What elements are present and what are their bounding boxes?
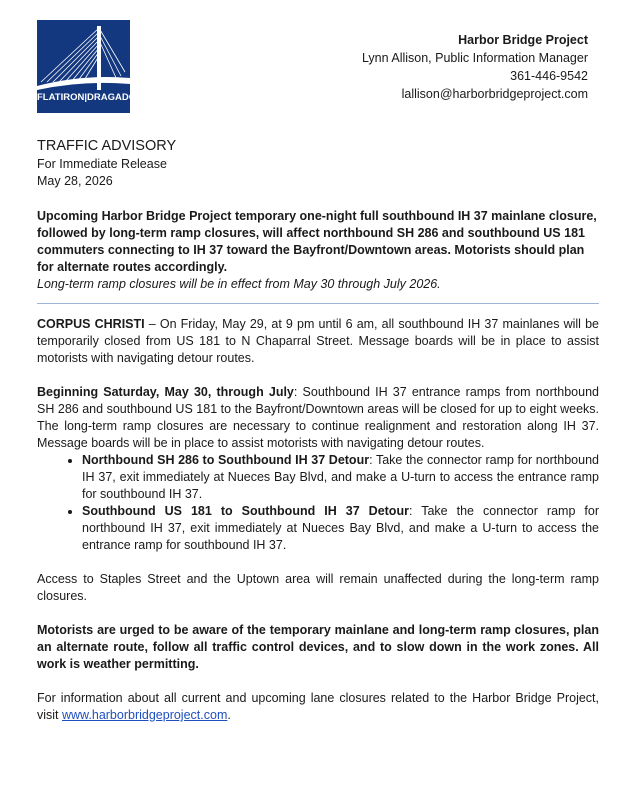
paragraph-3: Access to Staples Street and the Uptown area will remain unaffected during the long-term ramp closures. (37, 572, 599, 603)
paragraph-5 (37, 690, 599, 724)
detour-title: Southbound US 181 to Southbound IH 37 Detour (82, 504, 409, 518)
list-item (82, 452, 599, 503)
advisory-title: TRAFFIC ADVISORY (37, 138, 177, 154)
summary-bold: Upcoming Harbor Bridge Project temporary one-night full southbound IH 37 mainlane closure, followed by long-term ramp closures, will affect northbound SH 286 and southbound US 181 commuters connecting to IH 37 toward the Bayfront/Downtown areas. Motorists should plan for alternate routes accordingly. (37, 209, 597, 274)
paragraph-1-text: – On Friday, May 29, at 9 pm until 6 am, all southbound IH 37 mainlanes will be temporarily closed from US 181 to N Chaparral Street. Message boards will be in place to assist motorists with navigating detour routes. (37, 317, 599, 365)
dateline: CORPUS CHRISTI (37, 317, 145, 331)
contact-phone: 361-446-9542 (510, 69, 588, 83)
advisory-header (37, 136, 176, 190)
release-date: May 28, 2026 (37, 174, 113, 188)
website-link[interactable]: www.harborbridgeproject.com (62, 708, 228, 722)
divider (37, 303, 599, 304)
paragraph-4-text: Motorists are urged to be aware of the temporary mainlane and long-term ramp closures, plan an alternate route, follow all traffic control devices, and to slow down in the work zones. All work is weather permitting. (37, 623, 599, 671)
paragraph-5-end: . (227, 708, 231, 722)
release-line: For Immediate Release (37, 157, 167, 171)
paragraph-1 (37, 316, 599, 367)
paragraph-2 (37, 384, 599, 452)
paragraph-4 (37, 622, 599, 673)
detour-list (37, 452, 599, 554)
detour-title: Northbound SH 286 to Southbound IH 37 Detour (82, 453, 370, 467)
list-item (82, 503, 599, 554)
paragraph-5-text: For information about all current and upcoming lane closures related to the Harbor Bridge Project, visit (37, 691, 599, 722)
contact-email[interactable]: lallison@harborbridgeproject.com (401, 87, 588, 101)
detour-text: : Take the connector ramp for northbound IH 37, exit immediately at Nueces Bay Blvd, and make a U-turn to access the entrance ramp for southbound IH 37. (82, 504, 599, 552)
paragraph-2-text: : Southbound IH 37 entrance ramps from northbound SH 286 and southbound US 181 to the Bayfront/Downtown areas will be closed for up to eight weeks. The long-term ramp closures are necessary to continue realignment and restoration along IH 37. Message boards will be in place to assist motorists with navigating detour routes. (37, 385, 599, 450)
contact-block (362, 31, 588, 103)
summary-italic: Long-term ramp closures will be in effect from May 30 through July 2026. (37, 277, 441, 291)
logo-wordmark: FLATIRON|DRAGADOS (37, 92, 143, 103)
flatiron-dragados-logo (37, 20, 143, 113)
detour-text: : Take the connector ramp for northbound IH 37, exit immediately at Nueces Bay Blvd, and make a U-turn to access the entrance ramp for southbound IH 37. (82, 453, 599, 501)
advisory-body (37, 316, 599, 741)
paragraph-2-lead: Beginning Saturday, May 30, through July (37, 385, 294, 399)
contact-name-title: Lynn Allison, Public Information Manager (361, 51, 588, 65)
summary-block (37, 208, 599, 293)
contact-org: Harbor Bridge Project (458, 33, 588, 47)
